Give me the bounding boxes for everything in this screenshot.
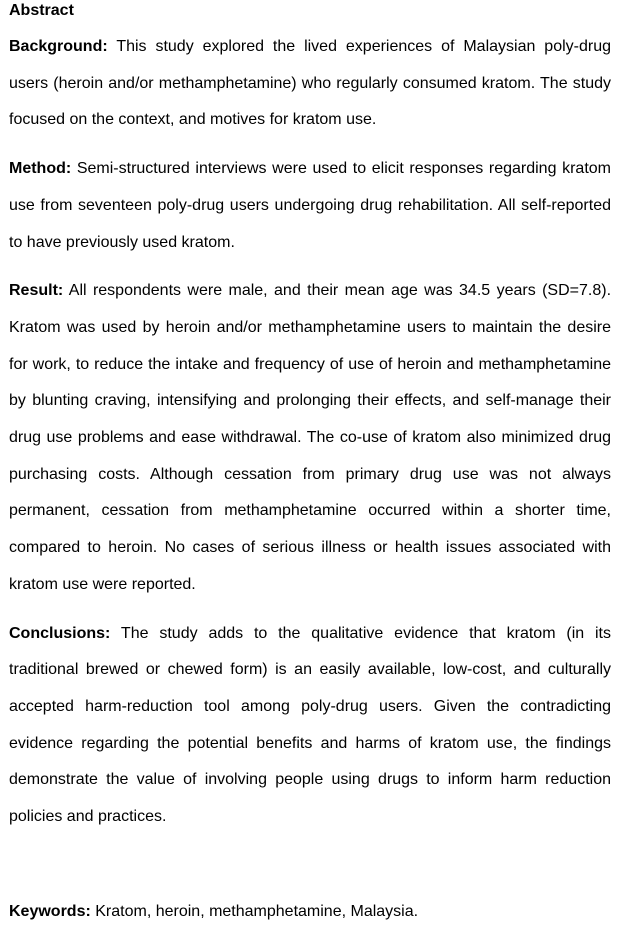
result-paragraph [9, 273, 611, 603]
background-paragraph [9, 29, 611, 139]
keywords-text: Kratom, heroin, methamphetamine, Malaysia. [95, 902, 419, 920]
method-text: Semi-structured interviews were used to elicit responses regarding kratom use from seventeen poly-drug users undergoing drug rehabilitation. All self-reported to have previously used kratom. [9, 160, 611, 251]
result-text: All respondents were male, and their mean age was 34.5 years (SD=7.8). Kratom was used by heroin and/or methamphetamine users to maintain the desire for work, to reduce the intake and frequency of use of heroin and methamphetamine by blunting craving, intensifying and prolonging their effects, and self-manage their drug use problems and ease withdrawal. The co-use of kratom also minimized drug purchasing costs. Although cessation from primary drug use was not always permanent, cessation from methamphetamine occurred within a shorter time, compared to heroin. No cases of serious illness or health issues associated with kratom use were reported. [9, 282, 612, 593]
conclusions-paragraph [9, 616, 611, 836]
background-label: Background: [9, 38, 108, 55]
conclusions-text: The study adds to the qualitative evidence that kratom (in its traditional brewed or chewed form) is an easily available, low-cost, and culturally accepted harm-reduction tool among poly-drug users. Given the contradicting evidence regarding the potential benefits and harms of kratom use, the findings demonstrate the value of involving people using drugs to inform harm reduction policies and practices. [9, 624, 612, 826]
method-label: Method: [9, 160, 72, 178]
abstract-page [9, 0, 611, 930]
conclusions-label: Conclusions: [9, 624, 111, 642]
keywords-paragraph [9, 894, 611, 930]
result-label: Result: [9, 282, 64, 300]
background-text: This study explored the lived experiences of Malaysian poly-drug users (heroin and/or methamphetamine) who regularly consumed kratom. The study focused on the context, and motives for kratom use. [9, 38, 612, 129]
abstract-heading: Abstract [9, 2, 74, 19]
method-paragraph [9, 151, 611, 261]
keywords-label: Keywords: [9, 902, 91, 920]
